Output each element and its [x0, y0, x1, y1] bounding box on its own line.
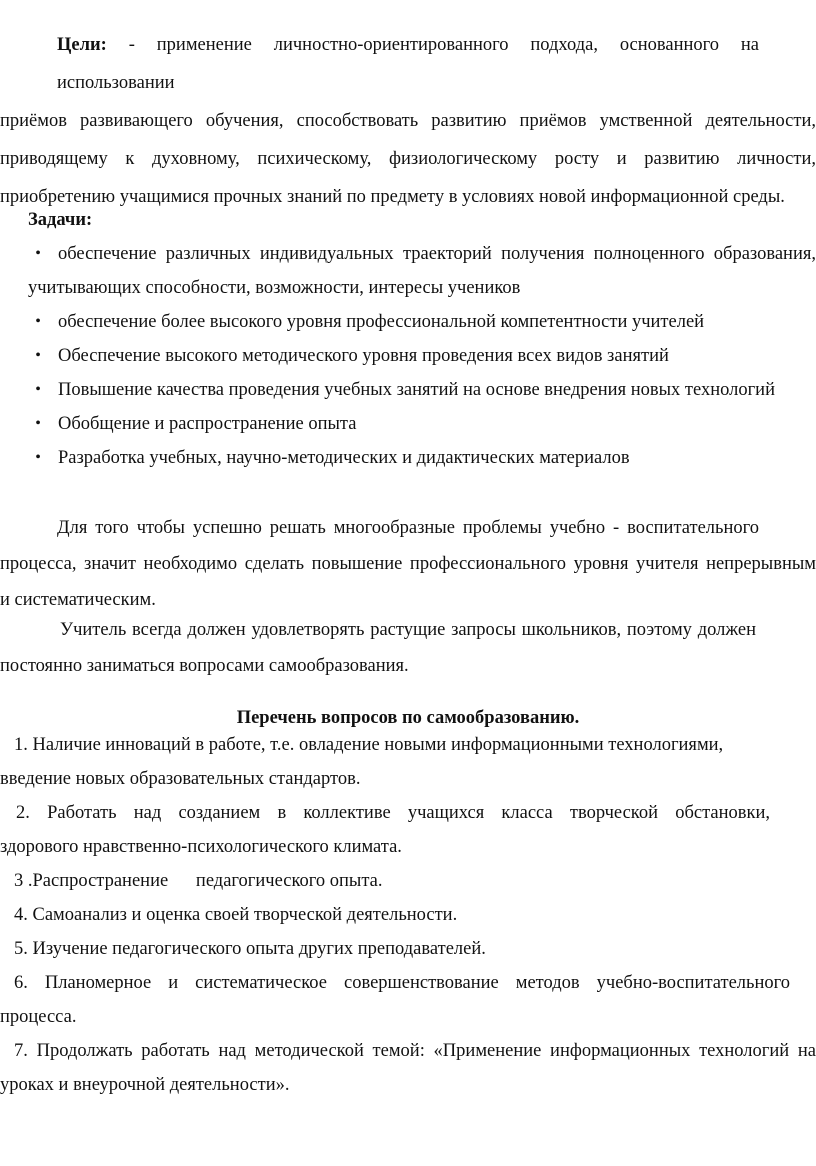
tasks-heading: Задачи:: [28, 210, 93, 230]
bullet-icon: •: [35, 449, 41, 466]
tasks-list: [28, 237, 816, 475]
question-5: 5. Изучение педагогического опыта других преподавателей.: [14, 939, 486, 959]
goals-paragraph: [0, 26, 816, 216]
paragraph-self-education: [0, 612, 816, 684]
paragraph1-line-1: Для того чтобы успешно решать многообразные проблемы учебно - воспитательного: [57, 518, 759, 538]
task-text-3: Обеспечение высокого методического уровня проведения всех видов занятий: [58, 346, 669, 366]
task-text-6: Разработка учебных, научно-методических и дидактических материалов: [58, 448, 630, 468]
task-text-4: Повышение качества проведения учебных занятий на основе внедрения новых технологий: [58, 380, 775, 400]
bullet-icon: •: [35, 313, 41, 330]
questions-heading: Перечень вопросов по самообразованию.: [236, 708, 580, 728]
question-4: 4. Самоанализ и оценка своей творческой деятельности.: [14, 905, 458, 925]
questions-list: [0, 728, 816, 1102]
task-item: [28, 373, 816, 407]
question-2b: здорового нравственно-психологического климата.: [0, 837, 402, 857]
bullet-icon: •: [35, 347, 41, 364]
question-7a: 7. Продолжать работать над методической темой: «Применение информационных технологий на: [14, 1041, 816, 1061]
task-item: [28, 441, 816, 475]
question-item: [0, 932, 816, 966]
task-text-1b: учитывающих способности, возможности, интересы учеников: [28, 278, 521, 298]
question-item: [0, 966, 816, 1034]
task-text-2: обеспечение более высокого уровня профессиональной компетентности учителей: [58, 312, 705, 332]
goals-dash: -: [128, 35, 135, 55]
question-item: [0, 1034, 816, 1102]
question-item: [0, 898, 816, 932]
question-item: [0, 728, 816, 796]
question-item: [0, 796, 816, 864]
task-item: [28, 305, 816, 339]
task-item: [28, 237, 816, 305]
bullet-icon: •: [35, 415, 41, 432]
question-6a: 6. Планомерное и систематическое совершенствование методов учебно-воспитательного: [14, 973, 790, 993]
paragraph-continuous-improvement: [0, 510, 816, 618]
task-item: [28, 339, 816, 373]
question-1b: введение новых образовательных стандартов.: [0, 769, 361, 789]
task-item: [28, 407, 816, 441]
bullet-icon: •: [35, 245, 41, 262]
question-3: 3 .Распространение педагогического опыта.: [14, 871, 383, 891]
task-text-1a: обеспечение различных индивидуальных траекторий получения полноценного образования,: [58, 244, 816, 264]
question-2a: 2. Работать над созданием в коллективе учащихся класса творческой обстановки,: [16, 803, 770, 823]
goals-label: Цели:: [57, 35, 107, 55]
task-text-5: Обобщение и распространение опыта: [58, 414, 357, 434]
paragraph2-line-1: Учитель всегда должен удовлетворять растущие запросы школьников, поэтому должен: [60, 620, 756, 640]
goals-line-1: [0, 26, 759, 102]
goals-text-1: применение личностно-ориентированного подхода, основанного на использовании: [57, 35, 760, 93]
paragraph1-line-3: и систематическим.: [0, 590, 156, 610]
paragraph2-line-2: постоянно заниматься вопросами самообразования.: [0, 656, 409, 676]
goals-line-4: приобретению учащимися прочных знаний по предмету в условиях новой информационной среды.: [0, 187, 785, 207]
question-1a: 1. Наличие инноваций в работе, т.е. овладение новыми информационными технологиями,: [14, 735, 724, 755]
question-6b: процесса.: [0, 1007, 77, 1027]
question-item: [0, 864, 816, 898]
goals-line-3: приводящему к духовному, психическому, физиологическому росту и развитию личности,: [0, 149, 816, 169]
question-7b: уроках и внеурочной деятельности».: [0, 1075, 290, 1095]
paragraph1-line-2: процесса, значит необходимо сделать повышение профессионального уровня учителя непрерывным: [0, 554, 816, 574]
goals-line-2: приёмов развивающего обучения, способствовать развитию приёмов умственной деятельности,: [0, 111, 816, 131]
bullet-icon: •: [35, 381, 41, 398]
